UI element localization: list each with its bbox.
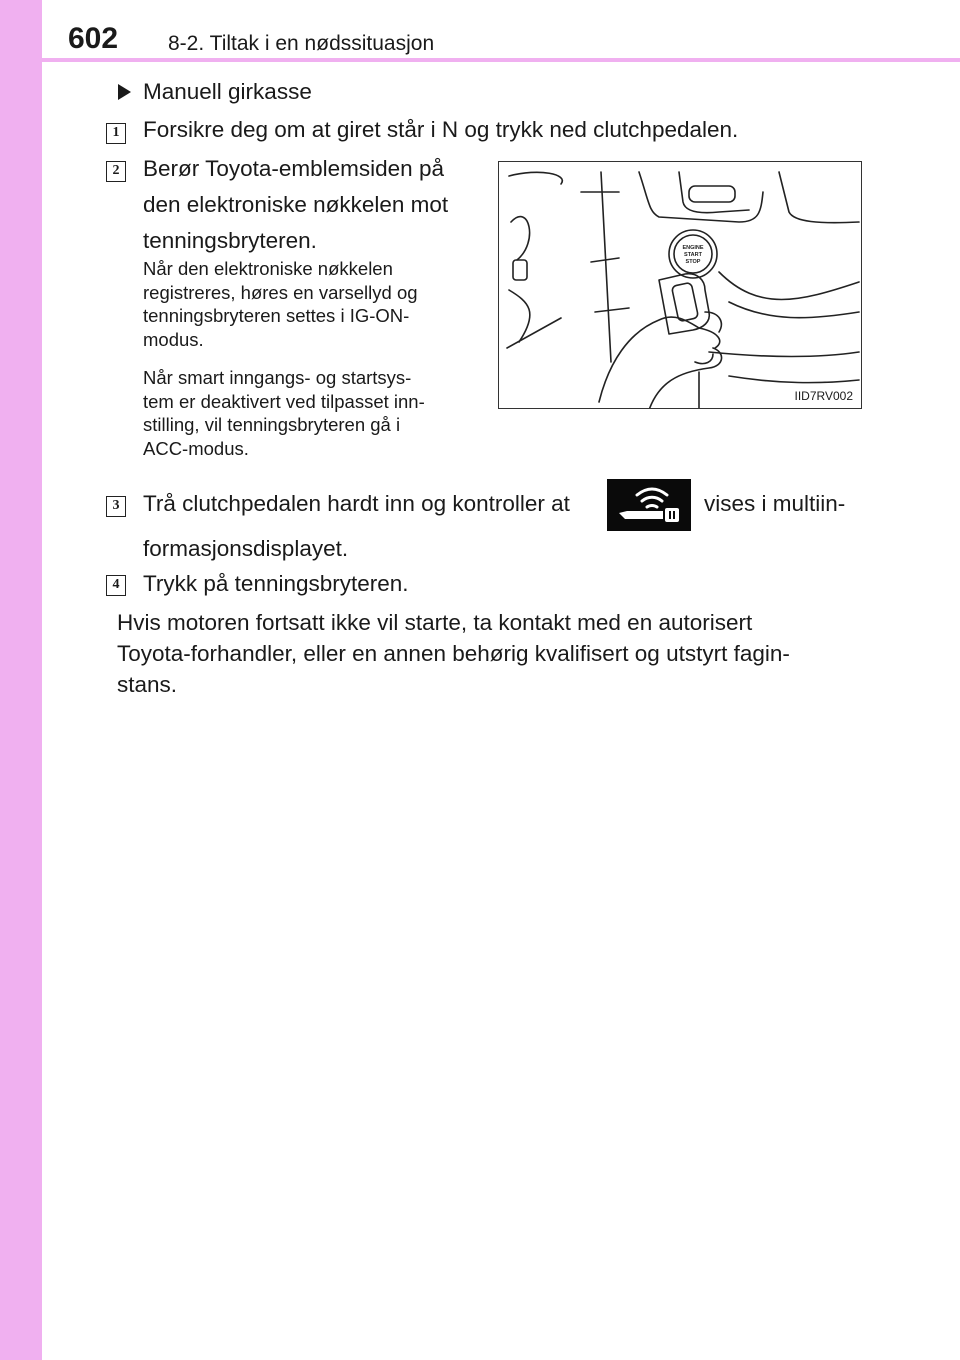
closing-paragraph bbox=[117, 607, 855, 700]
illustration-id: IID7RV002 bbox=[794, 389, 853, 403]
step-number-3: 3 bbox=[106, 496, 126, 517]
step-number-2: 2 bbox=[106, 161, 126, 182]
step-2-note-2 bbox=[143, 366, 477, 460]
note-line: modus. bbox=[143, 328, 204, 350]
step-number-4: 4 bbox=[106, 575, 126, 596]
note-line: stilling, vil tenningsbryteren gå i bbox=[143, 414, 401, 435]
note-line: Når den elektroniske nøkkelen bbox=[143, 258, 393, 279]
step-2-line: Berør Toyota-emblemsiden på bbox=[143, 156, 444, 181]
step-2-text bbox=[143, 151, 477, 259]
step-2-line: den elektroniske nøkkelen mot bbox=[143, 192, 449, 217]
step-3-text-continued: formasjonsdisplayet. bbox=[143, 536, 349, 561]
stop-label: STOP bbox=[685, 259, 701, 265]
step-2-line: tenningsbryteren. bbox=[143, 228, 317, 253]
step-2-note-1 bbox=[143, 257, 477, 351]
note-line: tem er deaktivert ved tilpasset inn- bbox=[143, 390, 425, 412]
step-1-text: Forsikre deg om at giret står i N og trykk ned clutchpedalen. bbox=[143, 117, 739, 142]
step-4-text: Trykk på tenningsbryteren. bbox=[143, 571, 409, 596]
note-line: registreres, høres en varsellyd og bbox=[143, 281, 418, 303]
paragraph-line: Toyota-forhandler, eller en annen behørig kvalifisert og utstyrt fagin- bbox=[117, 641, 790, 666]
step-3-text-after: vises i multiin- bbox=[704, 491, 846, 516]
note-line: tenningsbryteren settes i IG-ON- bbox=[143, 305, 410, 326]
subsection-title: Manuell girkasse bbox=[143, 79, 312, 104]
start-label: START bbox=[684, 252, 702, 258]
engine-label: ENGINE bbox=[682, 245, 704, 251]
step-number-1: 1 bbox=[106, 123, 126, 144]
note-line: ACC-modus. bbox=[143, 437, 249, 459]
smart-key-illustration bbox=[498, 161, 862, 409]
page-number: 602 bbox=[68, 22, 119, 55]
triangle-bullet-icon bbox=[118, 84, 131, 100]
section-title: 8-2. Tiltak i en nødssituasjon bbox=[168, 32, 435, 55]
step-3-text-before: Trå clutchpedalen hardt inn og kontroller at bbox=[143, 491, 570, 516]
paragraph-line: Hvis motoren fortsatt ikke vil starte, ta kontakt med en autorisert bbox=[117, 610, 753, 635]
side-strip bbox=[0, 0, 42, 1360]
header-rule bbox=[42, 58, 960, 62]
smart-key-indicator-icon bbox=[607, 479, 691, 531]
dashboard-key-drawing bbox=[499, 162, 862, 409]
note-line: Når smart inngangs- og startsys- bbox=[143, 367, 412, 388]
paragraph-line: stans. bbox=[117, 672, 178, 697]
